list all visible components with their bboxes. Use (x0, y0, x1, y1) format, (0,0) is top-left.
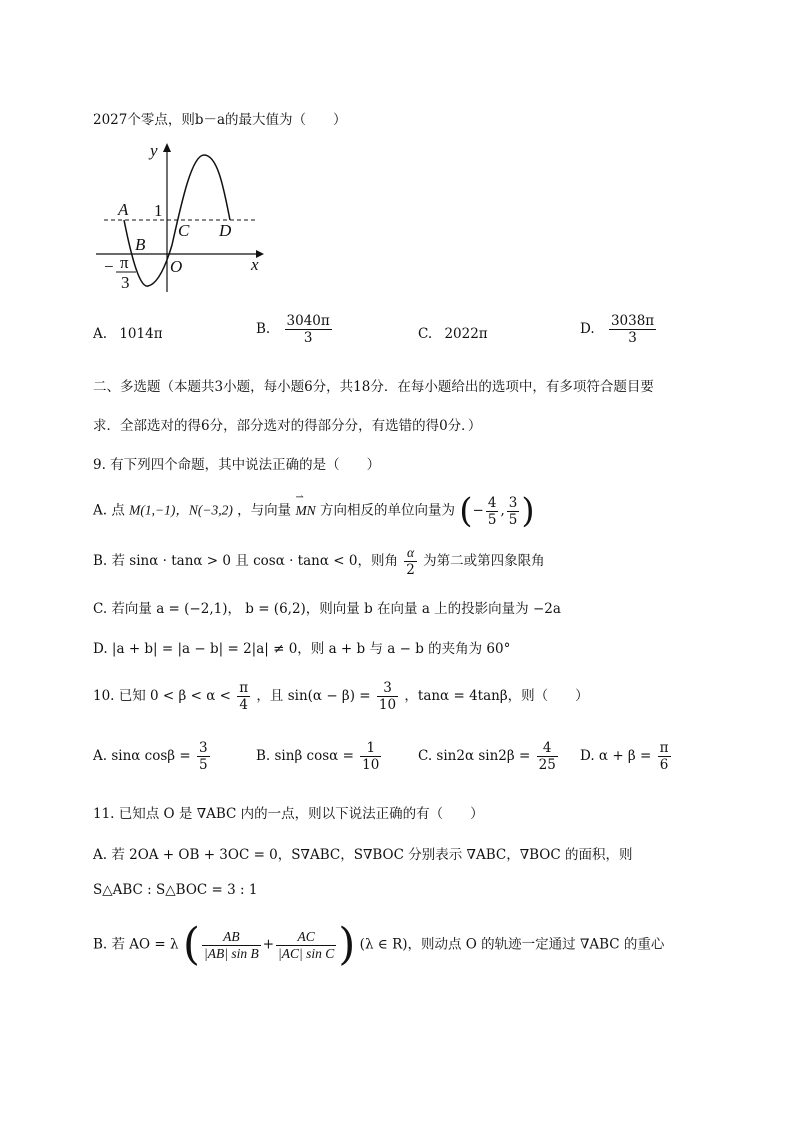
q10-option-c[interactable] (418, 740, 560, 773)
q9-option-d[interactable]: D. |a + b| = |a − b| = 2|a| ≠ 0，则 a + b 与 a − b 的夹角为 60° (93, 641, 511, 657)
fraction-denominator: 3 (303, 330, 313, 346)
option-expression: A. sinα cosβ = (93, 748, 191, 764)
fraction-denominator: 3 (628, 330, 637, 346)
q10-option-d[interactable] (580, 740, 673, 773)
q9-option-b[interactable] (93, 545, 545, 578)
option-letter: C. (418, 326, 433, 342)
fraction-denominator: 10 (362, 757, 380, 773)
option-value: 2022π (444, 326, 488, 342)
q9-option-a[interactable] (93, 491, 535, 531)
plus-sign: + (262, 936, 275, 953)
fraction-numerator: 4 (487, 494, 497, 511)
fraction-numerator: 3 (508, 494, 518, 511)
tick-label-three: 3 (121, 273, 130, 292)
q11-option-a-line-2: S△ABC : S△BOC = 3 : 1 (93, 882, 258, 898)
y-axis-arrow-icon (163, 143, 171, 152)
q9-b-prefix: B. 若 sinα · tanα > 0 且 cosα · tanα < 0，则角 (93, 553, 398, 569)
option-expression: C. sin2α sin2β = (418, 748, 531, 764)
origin-label: O (170, 257, 183, 276)
q8-option-a[interactable] (93, 326, 163, 342)
x-axis-label: x (251, 255, 259, 274)
q9-a-prefix: A. 点 (93, 502, 125, 519)
q9-a-mid: ，与向量 (237, 502, 292, 519)
minus-sign: − (472, 502, 484, 519)
q9-b-postfix: 为第二或第四象限角 (423, 553, 545, 569)
left-paren: ( (182, 919, 201, 970)
q10-stem (93, 680, 589, 713)
fraction-denominator: 5 (199, 757, 208, 773)
q8-option-b[interactable] (256, 313, 334, 346)
fraction-numerator: 3040π (286, 313, 330, 329)
option-value: 1014π (119, 326, 163, 342)
section-2-heading-line-1: 二、多选题（本题共3小题，每小题6分，共18分．在每小题给出的选项中，有多项符合题目要 (93, 379, 654, 395)
q10-option-b[interactable] (256, 740, 383, 773)
sine-graph-figure (96, 140, 271, 300)
option-letter: D. (580, 321, 595, 337)
q9-a-postfix: 方向相反的单位向量为 (319, 502, 455, 519)
fraction-denominator: |AB| sin B (204, 945, 259, 961)
fraction-denominator: 2 (406, 562, 415, 578)
q8-option-c[interactable] (418, 326, 488, 342)
option-expression: D. α + β = (580, 748, 652, 764)
section-2-heading-line-2: 求．全部选对的得6分，部分选对的得部分分，有选错的得0分．） (93, 418, 482, 434)
option-letter: A. (93, 326, 108, 342)
q11-option-a-line-1[interactable]: A. 若 2OA + OB + 3OC = 0，S∇ABC，S∇BOC 分别表示 ∇ABC，∇BOC 的面积，则 (93, 847, 633, 863)
q9-a-vector: ⇀ MN (295, 503, 315, 519)
point-a-label: A (118, 200, 129, 219)
fraction-denominator: 10 (378, 697, 397, 713)
point-d-label: D (219, 221, 232, 240)
tick-label-neg-sign: − (104, 257, 114, 276)
tick-label-pi: π (120, 253, 129, 272)
q9-a-points: M(1,−1)，N(−3,2) (129, 502, 233, 518)
fraction-numerator: 3038π (610, 313, 655, 329)
fraction-numerator: π (659, 740, 669, 756)
point-c-label: C (178, 221, 190, 240)
q9-option-c[interactable]: C. 若向量 a = (−2,1)， b = (6,2)，则向量 b 在向量 a 上的投影向量为 −2a (93, 601, 561, 617)
tick-label-one: 1 (154, 201, 163, 220)
q11-b-postfix: (λ ∈ R)，则动点 O 的轨迹一定通过 ∇ABC 的重心 (359, 936, 665, 953)
question-8-stem-tail: 2027个零点，则b－a的最大值为（ ） (93, 112, 347, 128)
y-axis-label: y (150, 141, 158, 160)
fraction-denominator: 5 (487, 511, 497, 528)
q11-b-prefix: B. 若 AO = λ (93, 936, 179, 953)
q11-stem: 11. 已知点 O 是 ∇ABC 内的一点，则以下说法正确的有（ ） (93, 806, 484, 822)
fraction-numerator: π (239, 680, 249, 696)
fraction-numerator: 1 (360, 740, 381, 757)
option-expression: B. sinβ cosα = (256, 748, 354, 764)
fraction-denominator: 4 (239, 697, 248, 713)
fraction-denominator: |AC| sin C (278, 945, 335, 961)
right-paren: ) (338, 919, 356, 970)
fraction-numerator: 3 (377, 680, 398, 697)
q10-postfix: ，tanα = 4tanβ，则（ ） (404, 688, 589, 704)
q10-prefix: 10. 已知 0 < β < α < (93, 688, 231, 704)
q10-option-a[interactable] (93, 740, 212, 773)
q8-option-d[interactable] (580, 313, 658, 346)
fraction-numerator: 4 (537, 740, 558, 757)
point-b-label: B (135, 235, 146, 254)
q10-mid: ，且 sin(α − β) = (256, 688, 371, 704)
fraction-numerator: 3 (199, 740, 208, 756)
fraction-denominator: 6 (659, 757, 669, 773)
q11-option-b[interactable] (93, 919, 665, 970)
fraction-numerator: AB (202, 929, 261, 946)
left-paren: ( (459, 491, 473, 531)
fraction-numerator: AC (276, 929, 336, 946)
q9-stem: 9. 有下列四个命题，其中说法正确的是（ ） (93, 457, 381, 473)
option-letter: B. (256, 321, 271, 337)
right-paren: ) (521, 491, 535, 531)
fraction-denominator: 5 (508, 511, 518, 528)
fraction-denominator: 25 (538, 757, 556, 773)
comma: , (500, 502, 505, 519)
fraction-numerator: α (404, 545, 417, 562)
